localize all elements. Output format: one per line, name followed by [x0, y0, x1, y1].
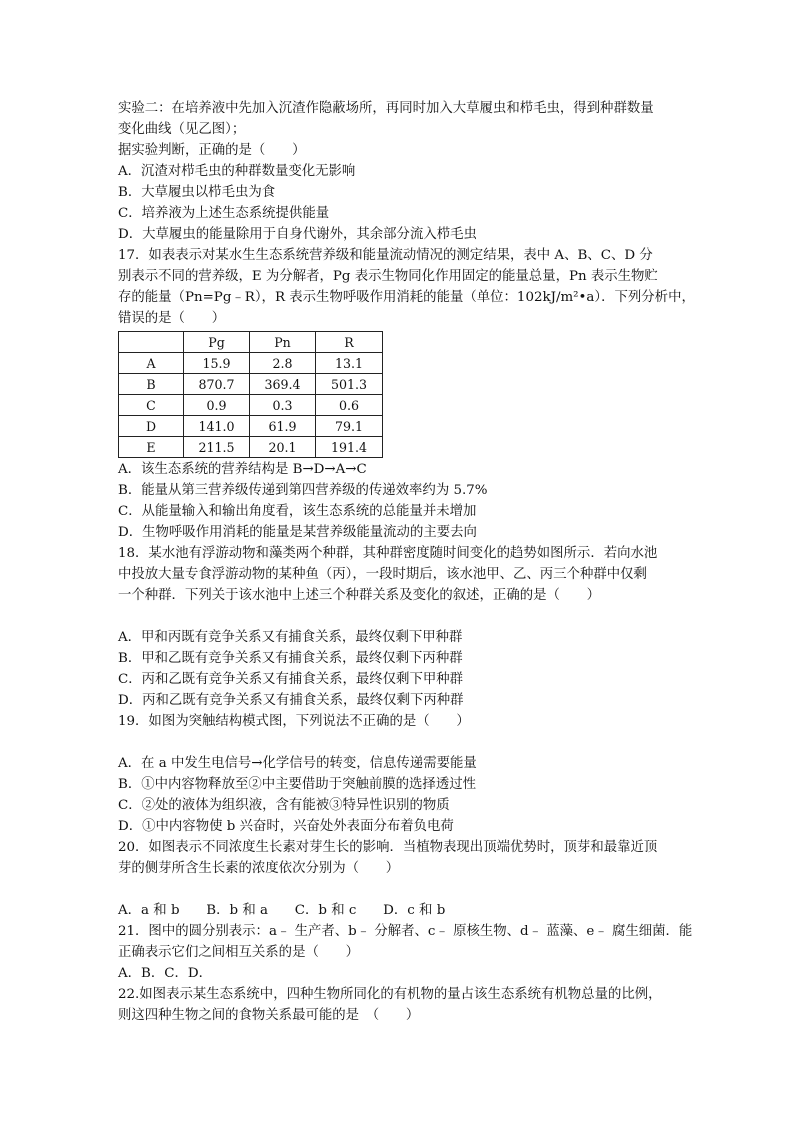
q18-stem-line-1: 18．某水池有浮游动物和藻类两个种群，其种群密度随时间变化的趋势如图所示．若向水池	[118, 546, 658, 561]
table-cell: 870.7	[184, 374, 250, 395]
table-header-row	[119, 332, 383, 353]
exp2-line-2: 变化曲线（见乙图）；	[118, 122, 246, 137]
q19-option-a: A．在 a 中发生电信号→化学信号的转变，信息传递需要能量	[118, 756, 477, 771]
q16-option-d: D．大草履虫的能量除用于自身代谢外，其余部分流入栉毛虫	[118, 227, 477, 242]
table-cell: 0.6	[316, 395, 383, 416]
table-cell: 13.1	[316, 353, 383, 374]
table-cell: E	[119, 437, 184, 458]
q20-stem-line-1: 20．如图表示不同浓度生长素对芽生长的影响．当植物表现出顶端优势时，顶芽和最靠近顶	[118, 840, 658, 855]
table-cell: A	[119, 353, 184, 374]
table-header-cell: Pn	[250, 332, 316, 353]
table-header-cell	[119, 332, 184, 353]
exp2-line-1: 实验二：在培养液中先加入沉渣作隐蔽场所，再同时加入大草履虫和栉毛虫，得到种群数量	[118, 101, 654, 116]
q20-options: A．a 和 b B．b 和 a C．b 和 c D．c 和 b	[118, 903, 446, 918]
table-cell: 191.4	[316, 437, 383, 458]
table-cell: 2.8	[250, 353, 316, 374]
table-row	[119, 395, 383, 416]
q18-option-b: B．甲和乙既有竞争关系又有捕食关系，最终仅剩下丙种群	[118, 651, 463, 666]
q18-stem-line-2: 中投放大量专食浮游动物的某种鱼（丙），一段时期后，该水池甲、乙、丙三个种群中仅剩	[118, 567, 647, 582]
q19-option-b: B．①中内容物释放至②中主要借助于突触前膜的选择透过性	[118, 777, 476, 792]
q18-option-a: A．甲和丙既有竞争关系又有捕食关系，最终仅剩下甲种群	[118, 630, 463, 645]
q16-option-a: A．沉渣对栉毛虫的种群数量变化无影响	[118, 164, 356, 179]
figure-gap	[118, 732, 688, 753]
q20-stem-line-2: 芽的侧芽所含生长素的浓度依次分别为（ ）	[118, 861, 400, 876]
table-cell: 501.3	[316, 374, 383, 395]
table-header-cell: R	[316, 332, 383, 353]
table-cell: C	[119, 395, 184, 416]
figure-gap	[118, 879, 688, 900]
table-row	[119, 437, 383, 458]
q17-stem-line-1: 17．如表表示对某水生生态系统营养级和能量流动情况的测定结果，表中 A、B、C、D 分	[118, 248, 653, 263]
table-cell: 0.3	[250, 395, 316, 416]
table-cell: 79.1	[316, 416, 383, 437]
q22-stem-line-1: 22.如图表示某生态系统中，四种生物所同化的有机物的量占该生态系统有机物总量的比例，	[118, 987, 662, 1002]
table-cell: 141.0	[184, 416, 250, 437]
q17-option-d: D．生物呼吸作用消耗的能量是某营养级能量流动的主要去向	[118, 525, 477, 540]
table-header-cell: Pg	[184, 332, 250, 353]
table-cell: D	[119, 416, 184, 437]
q17-option-b: B．能量从第三营养级传递到第四营养级的传递效率约为 5.7%	[118, 483, 488, 498]
q18-stem-line-3: 一个种群．下列关于该水池中上述三个种群关系及变化的叙述，正确的是（ ）	[118, 588, 601, 603]
table-cell: 20.1	[250, 437, 316, 458]
q17-stem-line-3: 存的能量（Pn=Pg﹣R），R 表示生物呼吸作用消耗的能量（单位：102kJ/m²•a）．下列分析中，	[118, 290, 695, 305]
table-cell: 15.9	[184, 353, 250, 374]
figure-gap	[118, 606, 688, 627]
q21-stem-line-2: 正确表示它们之间相互关系的是（ ）	[118, 945, 360, 960]
q17-option-a: A．该生态系统的营养结构是 B→D→A→C	[118, 462, 367, 477]
table-cell: 61.9	[250, 416, 316, 437]
q17-stem-line-4: 错误的是（ ）	[118, 311, 226, 326]
table-cell: 369.4	[250, 374, 316, 395]
table-cell: B	[119, 374, 184, 395]
q16-prompt: 据实验判断，正确的是（ ）	[118, 143, 306, 158]
table-cell: 211.5	[184, 437, 250, 458]
q19-option-c: C．②处的液体为组织液，含有能被③特异性识别的物质	[118, 798, 450, 813]
exam-page	[118, 98, 695, 1026]
q21-stem-line-1: 21．图中的圆分别表示：a﹣ 生产者、b﹣ 分解者、c﹣ 原核生物、d﹣ 蓝藻、e﹣ 腐生细菌．能	[118, 924, 693, 939]
table-row	[119, 353, 383, 374]
q17-stem-line-2: 别表示不同的营养级，E 为分解者，Pg 表示生物同化作用固定的能量总量，Pn 表示生物贮	[118, 269, 658, 284]
q16-option-b: B．大草履虫以栉毛虫为食	[118, 185, 276, 200]
q19-stem: 19．如图为突触结构模式图，下列说法不正确的是（ ）	[118, 714, 470, 729]
q22-stem-line-2: 则这四种生物之间的食物关系最可能的是 （ ）	[118, 1008, 420, 1023]
q18-option-c: C．丙和乙既有竞争关系又有捕食关系，最终仅剩下甲种群	[118, 672, 464, 687]
table-row	[119, 374, 383, 395]
q21-options: A．B．C．D．	[118, 966, 213, 981]
table-row	[119, 416, 383, 437]
q17-option-c: C．从能量输入和输出角度看，该生态系统的总能量并未增加	[118, 504, 477, 519]
q19-option-d: D．①中内容物使 b 兴奋时，兴奋处外表面分布着负电荷	[118, 819, 454, 834]
energy-table	[118, 331, 383, 458]
table-cell: 0.9	[184, 395, 250, 416]
q18-option-d: D．丙和乙既有竞争关系又有捕食关系，最终仅剩下丙种群	[118, 693, 464, 708]
q16-option-c: C．培养液为上述生态系统提供能量	[118, 206, 330, 221]
